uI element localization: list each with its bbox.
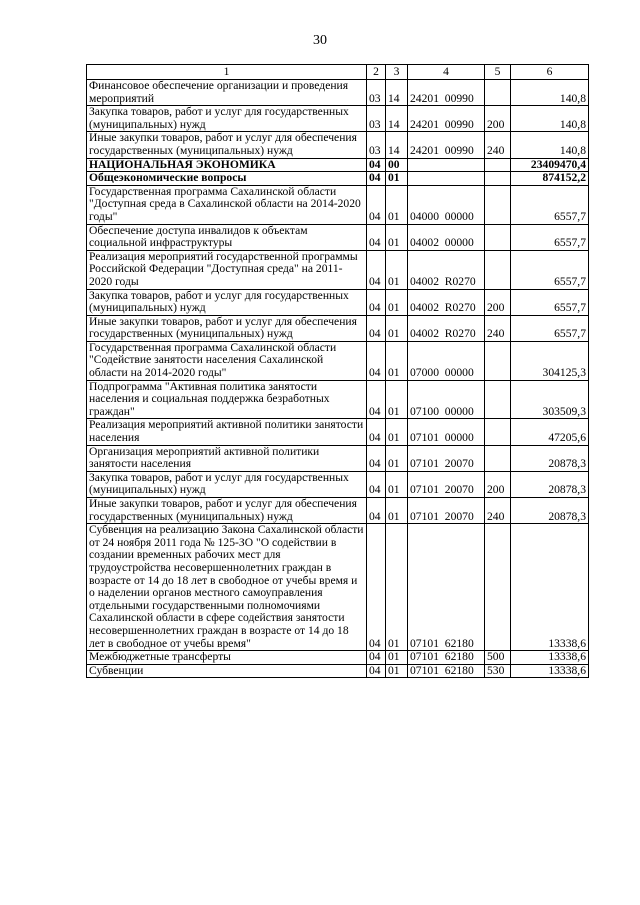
cell-amount: 6557,7 [511,289,589,315]
cell-subsection: 01 [386,445,408,471]
cell-section: 04 [367,315,386,341]
cell-name: Реализация мероприятий активной политики занятости населения [87,419,367,445]
cell-expense-type [485,380,511,419]
table-row [87,158,589,172]
cell-section: 04 [367,158,386,172]
cell-section: 04 [367,224,386,250]
cell-subsection: 01 [386,419,408,445]
cell-expense-type [485,341,511,380]
cell-target-article: 04002 R0270 [408,250,485,289]
cell-section: 04 [367,524,386,651]
cell-name: Закупка товаров, работ и услуг для государственных (муниципальных) нужд [87,289,367,315]
cell-name: Субвенция на реализацию Закона Сахалинской области от 24 ноября 2011 года № 125-ЗО "О содействии в создании временных рабочих мест для трудоустройства несовершеннолетних граждан в возрасте от 14 до 18 лет в свободное от учебы время и о наделении органов местного самоуправления отдельными государственными полномочиями Сахалинской области в сфере содействия занятости несовершеннолетних граждан в возрасте от 14 до 18 лет в свободное от учебы время" [87,524,367,651]
cell-amount: 140,8 [511,132,589,158]
cell-section: 04 [367,445,386,471]
cell-section: 04 [367,651,386,665]
cell-subsection: 01 [386,315,408,341]
table-header-row [87,65,589,80]
cell-expense-type [485,224,511,250]
cell-target-article: 04002 R0270 [408,289,485,315]
cell-name: Общеэкономические вопросы [87,172,367,186]
budget-table [86,64,589,678]
cell-amount: 304125,3 [511,341,589,380]
table-row [87,341,589,380]
cell-amount: 6557,7 [511,185,589,224]
cell-amount: 23409470,4 [511,158,589,172]
cell-expense-type: 500 [485,651,511,665]
table-row [87,498,589,524]
cell-name: Закупка товаров, работ и услуг для государственных (муниципальных) нужд [87,471,367,497]
cell-name: Закупка товаров, работ и услуг для государственных (муниципальных) нужд [87,106,367,132]
cell-amount: 140,8 [511,106,589,132]
cell-expense-type: 240 [485,498,511,524]
cell-subsection: 01 [386,185,408,224]
cell-subsection: 14 [386,132,408,158]
cell-amount: 140,8 [511,80,589,106]
cell-subsection: 01 [386,651,408,665]
cell-target-article: 24201 00990 [408,106,485,132]
cell-name: НАЦИОНАЛЬНАЯ ЭКОНОМИКА [87,158,367,172]
cell-expense-type [485,524,511,651]
table-row [87,380,589,419]
cell-amount: 13338,6 [511,664,589,678]
cell-expense-type [485,185,511,224]
cell-amount: 6557,7 [511,224,589,250]
cell-expense-type [485,445,511,471]
cell-subsection: 00 [386,158,408,172]
cell-name: Иные закупки товаров, работ и услуг для обеспечения государственных (муниципальных) нужд [87,498,367,524]
cell-target-article: 07101 00000 [408,419,485,445]
cell-target-article [408,158,485,172]
cell-expense-type: 530 [485,664,511,678]
header-cell: 4 [408,65,485,80]
cell-section: 04 [367,380,386,419]
cell-target-article: 24201 00990 [408,132,485,158]
cell-expense-type [485,172,511,186]
cell-amount: 874152,2 [511,172,589,186]
cell-subsection: 01 [386,524,408,651]
cell-name: Иные закупки товаров, работ и услуг для обеспечения государственных (муниципальных) нужд [87,132,367,158]
cell-section: 04 [367,172,386,186]
cell-expense-type: 200 [485,471,511,497]
table-row [87,224,589,250]
cell-name: Государственная программа Сахалинской области "Содействие занятости населения Сахалинской области на 2014-2020 годы" [87,341,367,380]
table-row [87,250,589,289]
cell-target-article: 07101 62180 [408,651,485,665]
cell-subsection: 01 [386,250,408,289]
header-cell: 6 [511,65,589,80]
cell-subsection: 14 [386,80,408,106]
cell-expense-type [485,419,511,445]
cell-amount: 13338,6 [511,651,589,665]
table-row [87,419,589,445]
header-cell: 5 [485,65,511,80]
cell-target-article: 07101 20070 [408,471,485,497]
page-number: 30 [313,33,327,48]
header-cell: 1 [87,65,367,80]
cell-name: Организация мероприятий активной политики занятости населения [87,445,367,471]
cell-subsection: 01 [386,172,408,186]
cell-name: Субвенции [87,664,367,678]
cell-target-article: 24201 00990 [408,80,485,106]
cell-section: 04 [367,289,386,315]
cell-subsection: 01 [386,471,408,497]
cell-target-article: 07101 20070 [408,445,485,471]
cell-amount: 20878,3 [511,498,589,524]
cell-expense-type [485,80,511,106]
cell-target-article: 07101 62180 [408,664,485,678]
cell-section: 04 [367,498,386,524]
cell-name: Иные закупки товаров, работ и услуг для обеспечения государственных (муниципальных) нужд [87,315,367,341]
table-row [87,132,589,158]
table-row [87,524,589,651]
cell-name: Межбюджетные трансферты [87,651,367,665]
table-row [87,651,589,665]
cell-expense-type: 240 [485,132,511,158]
cell-expense-type: 240 [485,315,511,341]
cell-subsection: 01 [386,380,408,419]
cell-subsection: 01 [386,341,408,380]
cell-target-article: 04002 R0270 [408,315,485,341]
cell-target-article [408,172,485,186]
cell-amount: 20878,3 [511,445,589,471]
cell-section: 03 [367,106,386,132]
cell-expense-type: 200 [485,106,511,132]
cell-name: Подпрограмма "Активная политика занятости населения и социальная поддержка безработных граждан" [87,380,367,419]
cell-subsection: 01 [386,289,408,315]
table-row [87,80,589,106]
cell-subsection: 01 [386,224,408,250]
cell-section: 04 [367,250,386,289]
table-row [87,664,589,678]
cell-section: 04 [367,341,386,380]
cell-amount: 13338,6 [511,524,589,651]
cell-target-article: 07101 62180 [408,524,485,651]
table-row [87,315,589,341]
header-cell: 2 [367,65,386,80]
table-row [87,289,589,315]
cell-amount: 303509,3 [511,380,589,419]
table-row [87,172,589,186]
cell-target-article: 04000 00000 [408,185,485,224]
cell-name: Финансовое обеспечение организации и проведения мероприятий [87,80,367,106]
cell-section: 03 [367,132,386,158]
cell-section: 04 [367,185,386,224]
cell-target-article: 07100 00000 [408,380,485,419]
cell-target-article: 04002 00000 [408,224,485,250]
cell-subsection: 14 [386,106,408,132]
cell-amount: 6557,7 [511,315,589,341]
cell-expense-type: 200 [485,289,511,315]
table-row [87,106,589,132]
cell-amount: 47205,6 [511,419,589,445]
cell-section: 03 [367,80,386,106]
cell-subsection: 01 [386,664,408,678]
cell-section: 04 [367,419,386,445]
table-row [87,185,589,224]
header-cell: 3 [386,65,408,80]
cell-target-article: 07101 20070 [408,498,485,524]
cell-amount: 6557,7 [511,250,589,289]
cell-name: Обеспечение доступа инвалидов к объектам социальной инфраструктуры [87,224,367,250]
cell-name: Государственная программа Сахалинской области "Доступная среда в Сахалинской области на 2014-2020 годы" [87,185,367,224]
table-row [87,445,589,471]
cell-name: Реализация мероприятий государственной программы Российской Федерации "Доступная среда" на 2011-2020 годы [87,250,367,289]
cell-amount: 20878,3 [511,471,589,497]
cell-target-article: 07000 00000 [408,341,485,380]
cell-section: 04 [367,471,386,497]
cell-expense-type [485,250,511,289]
cell-subsection: 01 [386,498,408,524]
cell-expense-type [485,158,511,172]
table-row [87,471,589,497]
cell-section: 04 [367,664,386,678]
